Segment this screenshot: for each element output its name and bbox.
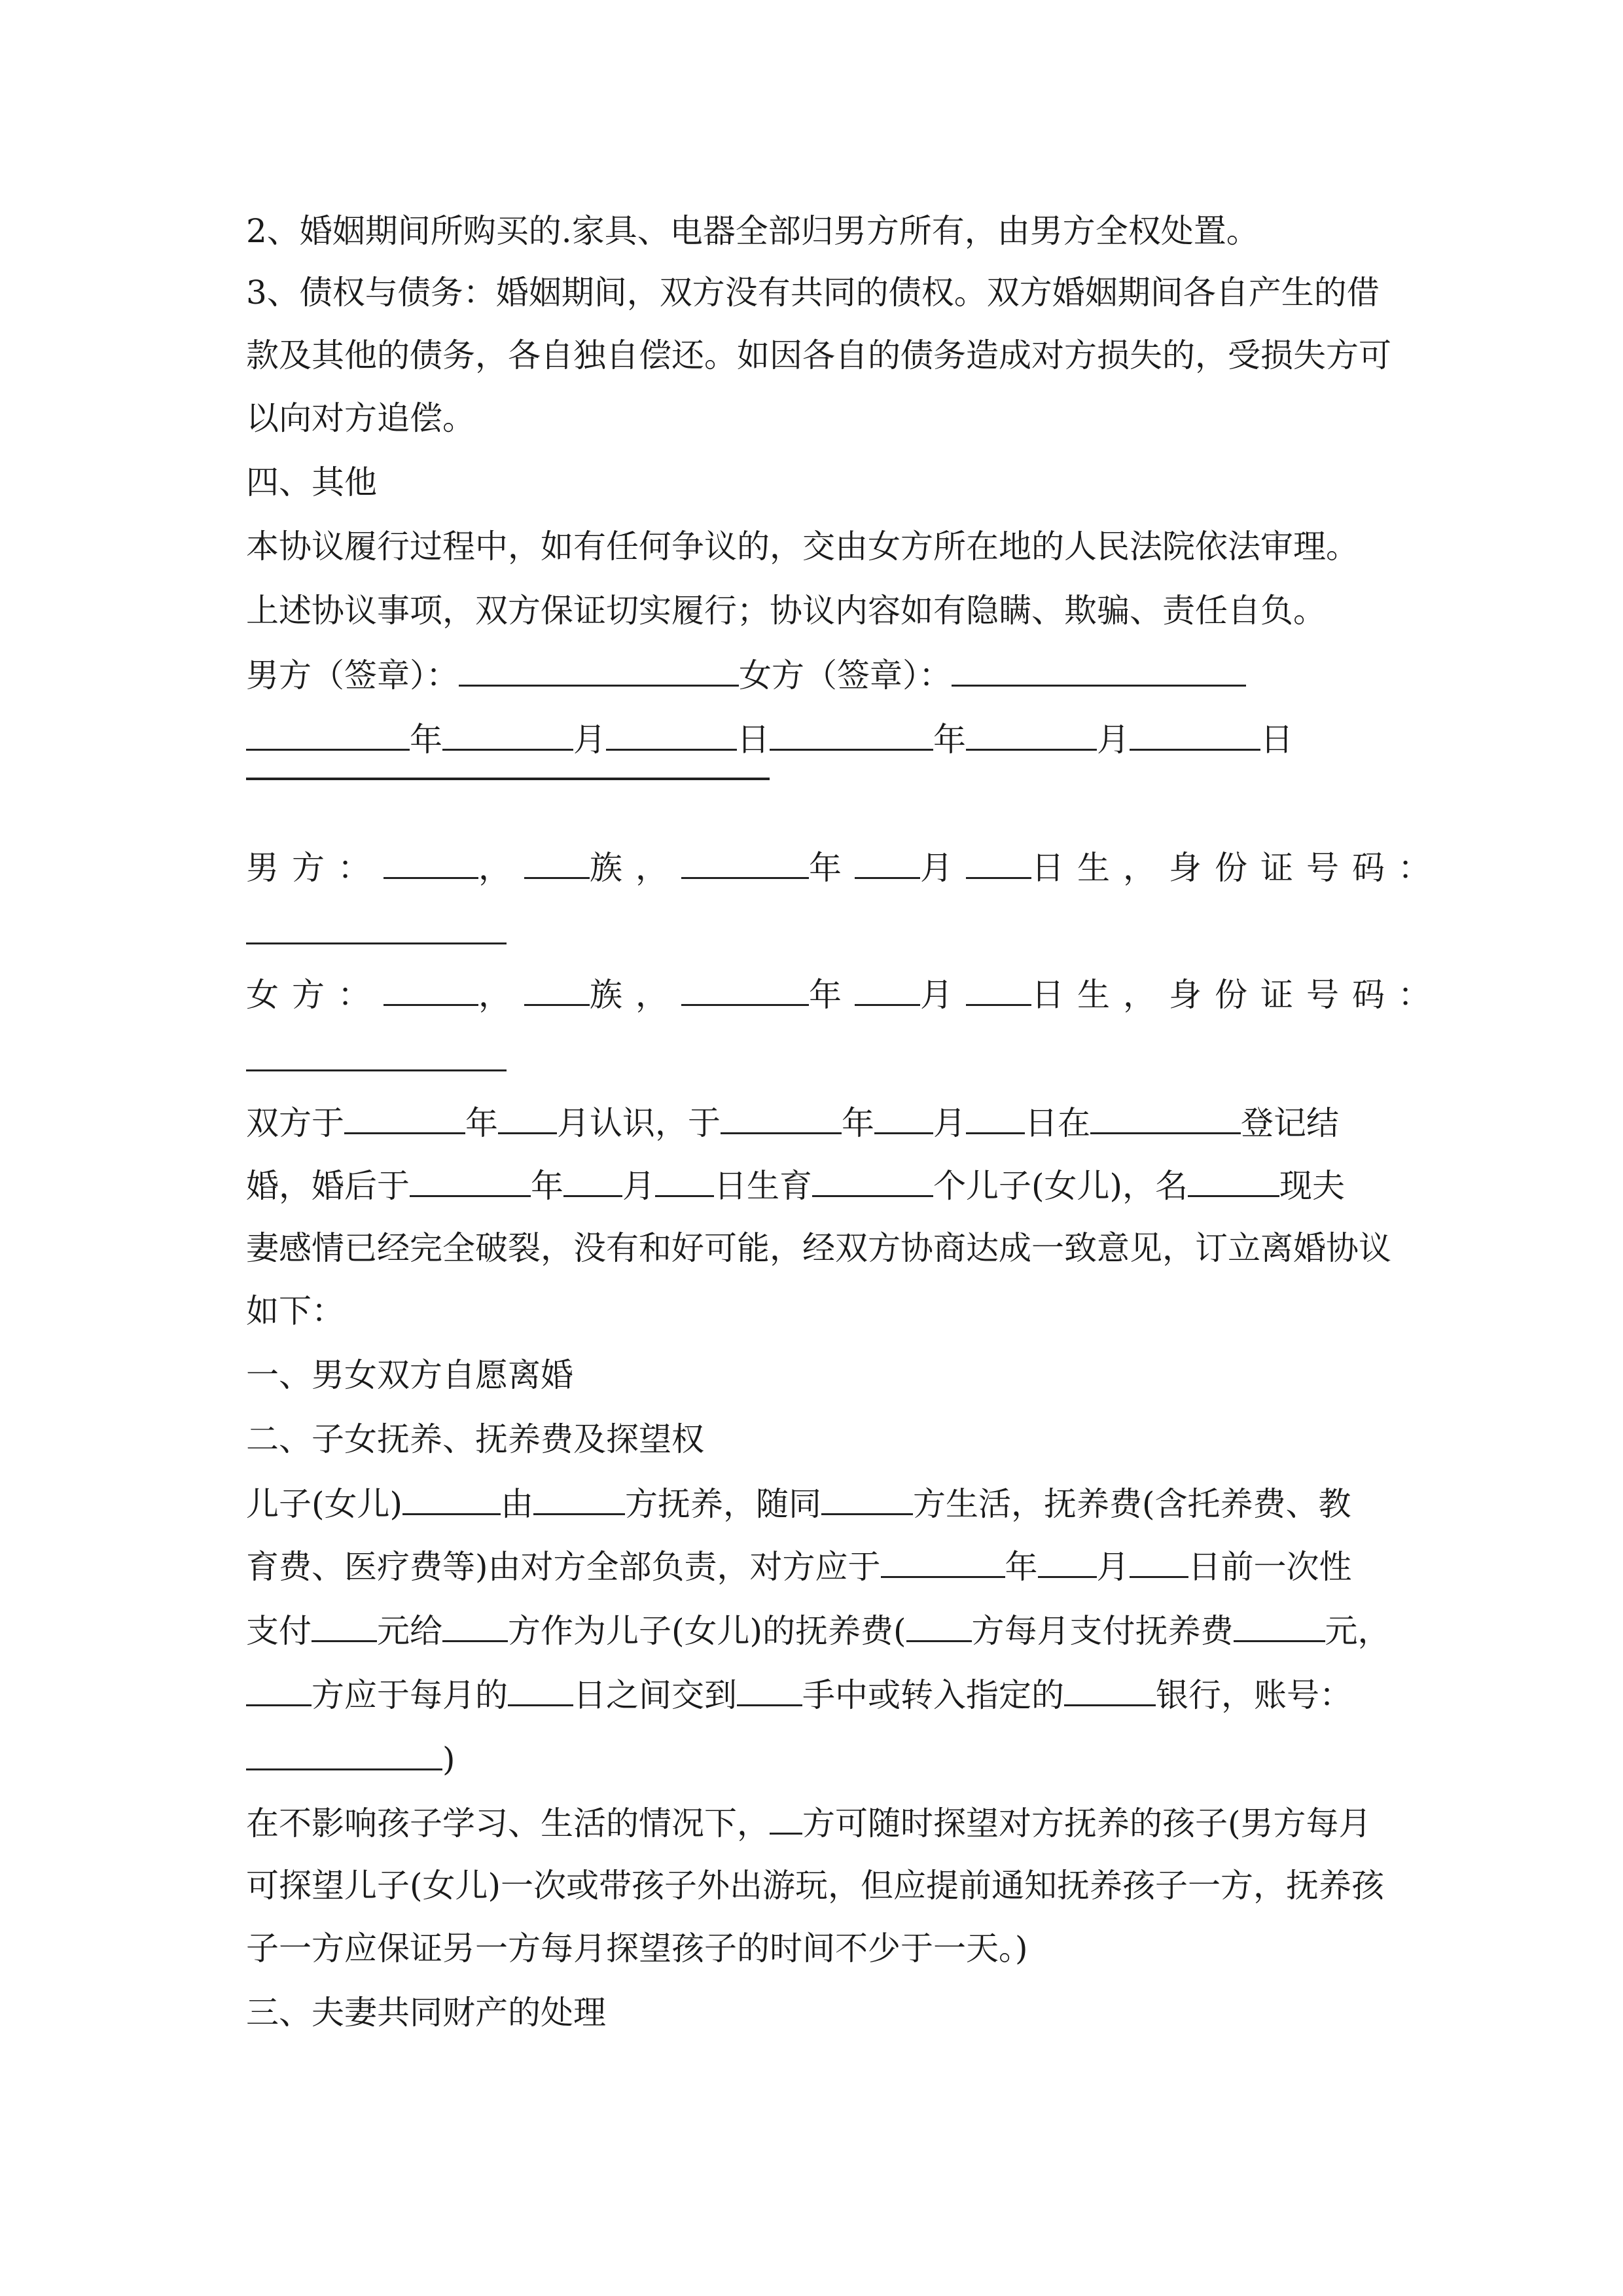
- male-name-blank[interactable]: [383, 844, 478, 879]
- intro-text: 年: [531, 1167, 563, 1205]
- male-date-month-blank[interactable]: [442, 716, 573, 751]
- intro-text: 月认识，于: [557, 1104, 721, 1142]
- visit-line-2: 可探望儿子(女儿)一次或带孩子外出游玩，但应提前通知抚养孩子一方，抚养孩: [246, 1867, 1385, 1905]
- male-date-year-blank[interactable]: [246, 716, 410, 751]
- female-date-year-blank[interactable]: [770, 716, 933, 751]
- pay-day-range-blank[interactable]: [508, 1672, 573, 1706]
- intro-line-1: [246, 1100, 1339, 1146]
- visit-text: 方可随时探望对方抚养的孩子(男方每月: [802, 1804, 1372, 1842]
- section-3-heading: 三、夫妻共同财产的处理: [246, 1994, 606, 2032]
- intro-text: 现夫: [1279, 1167, 1346, 1205]
- custody-line-4: [246, 1672, 1352, 1718]
- custody-line-1: [246, 1480, 1351, 1527]
- female-name-blank[interactable]: [383, 971, 478, 1006]
- custody-text: 元，: [1325, 1612, 1391, 1650]
- child-name-blank[interactable]: [1188, 1162, 1279, 1197]
- section-2-heading: 二、子女抚养、抚养费及探望权: [246, 1420, 704, 1458]
- custody-text: 方抚养，随同: [625, 1485, 822, 1523]
- intro-text: 月: [622, 1167, 655, 1205]
- custody-text: 育费、医疗费等)由对方全部负责，对方应于: [246, 1548, 881, 1586]
- custody-text: 月: [1096, 1548, 1130, 1586]
- property-item-3-line-3: 以向对方追偿。: [246, 399, 475, 437]
- lump-sum-blank[interactable]: [312, 1607, 377, 1642]
- female-date-month-blank[interactable]: [966, 716, 1097, 751]
- male-birth-day-blank[interactable]: [966, 844, 1031, 879]
- year-label: 年: [809, 976, 855, 1014]
- year-label: 年: [809, 849, 855, 887]
- living-with-blank[interactable]: [821, 1480, 913, 1515]
- born-id-label: 日生，身份证号码：: [1031, 976, 1444, 1014]
- pay-year-blank[interactable]: [881, 1543, 1005, 1578]
- intro-line-3: 妻感情已经完全破裂，没有和好可能，经双方协商达成一致意见，订立离婚协议: [246, 1229, 1391, 1267]
- year-label: 年: [933, 721, 966, 759]
- year-label: 年: [410, 721, 442, 759]
- custody-line-5: [246, 1736, 455, 1782]
- custody-line-3: [246, 1607, 1391, 1654]
- custody-text: ): [442, 1740, 455, 1778]
- birth-month-blank[interactable]: [563, 1162, 622, 1197]
- female-party-row: [246, 971, 1444, 1018]
- custody-text: 方应于每月的: [312, 1676, 508, 1714]
- male-birth-year-blank[interactable]: [681, 844, 809, 879]
- male-sign-blank[interactable]: [459, 652, 739, 687]
- monthly-amount-blank[interactable]: [1234, 1607, 1325, 1642]
- marry-month-blank[interactable]: [874, 1100, 933, 1134]
- custody-text: 年: [1005, 1548, 1038, 1586]
- custody-text: 支付: [246, 1612, 312, 1650]
- custody-text: 日前一次性: [1188, 1548, 1352, 1586]
- child-count-blank[interactable]: [812, 1162, 933, 1197]
- intro-text: 个儿子(女儿)，名: [933, 1167, 1188, 1205]
- guarantee-clause: 上述协议事项，双方保证切实履行；协议内容如有隐瞒、欺骗、责任自负。: [246, 592, 1326, 630]
- female-ethnic-blank[interactable]: [524, 971, 590, 1006]
- male-date-day-blank[interactable]: [606, 716, 737, 751]
- custody-text: 儿子(女儿): [246, 1485, 403, 1523]
- custody-text: 由: [501, 1485, 534, 1523]
- month-label: 月: [573, 721, 606, 759]
- male-sign-label: 男方（签章）：: [246, 656, 459, 694]
- intro-text: 登记结: [1241, 1104, 1339, 1142]
- property-item-3-line-1: 3、债权与债务：婚姻期间，双方没有共同的债权。双方婚姻期间各自产生的借: [246, 274, 1380, 312]
- marry-year-blank[interactable]: [721, 1100, 842, 1134]
- comma: ，: [478, 976, 524, 1014]
- male-ethnic-blank[interactable]: [524, 844, 590, 879]
- intro-text: 日生育: [714, 1167, 812, 1205]
- custody-text: 日之间交到: [573, 1676, 737, 1714]
- visit-line-3: 子一方应保证另一方每月探望孩子的时间不少于一天。): [246, 1929, 1028, 1967]
- meet-year-blank[interactable]: [344, 1100, 465, 1134]
- signature-row: [246, 652, 1246, 698]
- female-date-day-blank[interactable]: [1130, 716, 1260, 751]
- female-sign-blank[interactable]: [952, 652, 1246, 687]
- monthly-payer-blank[interactable]: [906, 1607, 972, 1642]
- male-party-label: 男方：: [246, 849, 383, 887]
- dispute-clause: 本协议履行过程中，如有任何争议的，交由女方所在地的人民法院依法审理。: [246, 528, 1359, 565]
- custody-text: 方每月支付抚养费: [971, 1612, 1234, 1650]
- male-birth-month-blank[interactable]: [855, 844, 920, 879]
- visitor-blank[interactable]: [770, 1800, 802, 1835]
- male-party-row: [246, 844, 1444, 891]
- custody-text: 元给: [377, 1612, 442, 1650]
- month-label: 月: [1097, 721, 1130, 759]
- intro-text: 婚，婚后于: [246, 1167, 410, 1205]
- custody-text: 方生活，抚养费(含托养费、教: [913, 1485, 1351, 1523]
- intro-text: 日在: [1025, 1104, 1090, 1142]
- intro-line-4: 如下：: [246, 1292, 344, 1330]
- recipient-blank[interactable]: [442, 1607, 508, 1642]
- pay-day-blank[interactable]: [1130, 1543, 1188, 1578]
- birth-year-blank[interactable]: [410, 1162, 531, 1197]
- marry-day-blank[interactable]: [966, 1100, 1025, 1134]
- female-party-label: 女方：: [246, 976, 383, 1014]
- separator-rule: [246, 778, 770, 780]
- receiver-blank[interactable]: [737, 1672, 802, 1706]
- birth-day-blank[interactable]: [655, 1162, 714, 1197]
- comma: ，: [478, 849, 524, 887]
- child-blank[interactable]: [402, 1480, 501, 1515]
- property-item-3-line-2: 款及其他的债务，各自独自偿还。如因各自的债务造成对方损失的，受损失方可: [246, 336, 1391, 374]
- female-id-blank[interactable]: [246, 1069, 507, 1071]
- visit-line-1: [246, 1800, 1372, 1846]
- payer-blank[interactable]: [246, 1672, 312, 1706]
- born-id-label: 日生，身份证号码：: [1031, 849, 1444, 887]
- section-1-heading: 一、男女双方自愿离婚: [246, 1356, 573, 1394]
- ethnic-label: 族，: [590, 849, 681, 887]
- female-birth-day-blank[interactable]: [966, 971, 1031, 1006]
- female-birth-year-blank[interactable]: [681, 971, 809, 1006]
- female-sign-label: 女方（签章）：: [739, 656, 952, 694]
- meet-month-blank[interactable]: [498, 1100, 557, 1134]
- intro-text: 年: [465, 1104, 498, 1142]
- female-birth-month-blank[interactable]: [855, 971, 920, 1006]
- other-heading: 四、其他: [246, 463, 377, 501]
- marry-place-blank[interactable]: [1090, 1100, 1241, 1134]
- custody-line-2: [246, 1543, 1352, 1590]
- month-label: 月: [920, 976, 966, 1014]
- bank-name-blank[interactable]: [1064, 1672, 1156, 1706]
- day-label: 日: [737, 721, 770, 759]
- male-id-blank[interactable]: [246, 942, 507, 944]
- month-label: 月: [920, 849, 966, 887]
- custody-text: 手中或转入指定的: [802, 1676, 1064, 1714]
- intro-text: 双方于: [246, 1104, 344, 1142]
- custody-text: 银行，账号：: [1156, 1676, 1352, 1714]
- property-item-2: 2、婚姻期间所购买的.家具、电器全部归男方所有，由男方全权处置。: [246, 212, 1259, 250]
- day-label: 日: [1260, 721, 1293, 759]
- pay-month-blank[interactable]: [1038, 1543, 1097, 1578]
- intro-text: 月: [933, 1104, 966, 1142]
- signature-date-row: [246, 716, 1293, 762]
- custody-text: 方作为儿子(女儿)的抚养费(: [508, 1612, 906, 1650]
- custodian-blank[interactable]: [533, 1480, 625, 1515]
- visit-text: 在不影响孩子学习、生活的情况下，: [246, 1804, 770, 1842]
- ethnic-label: 族，: [590, 976, 681, 1014]
- account-number-blank[interactable]: [246, 1736, 442, 1770]
- intro-text: 年: [842, 1104, 874, 1142]
- intro-line-2: [246, 1162, 1345, 1209]
